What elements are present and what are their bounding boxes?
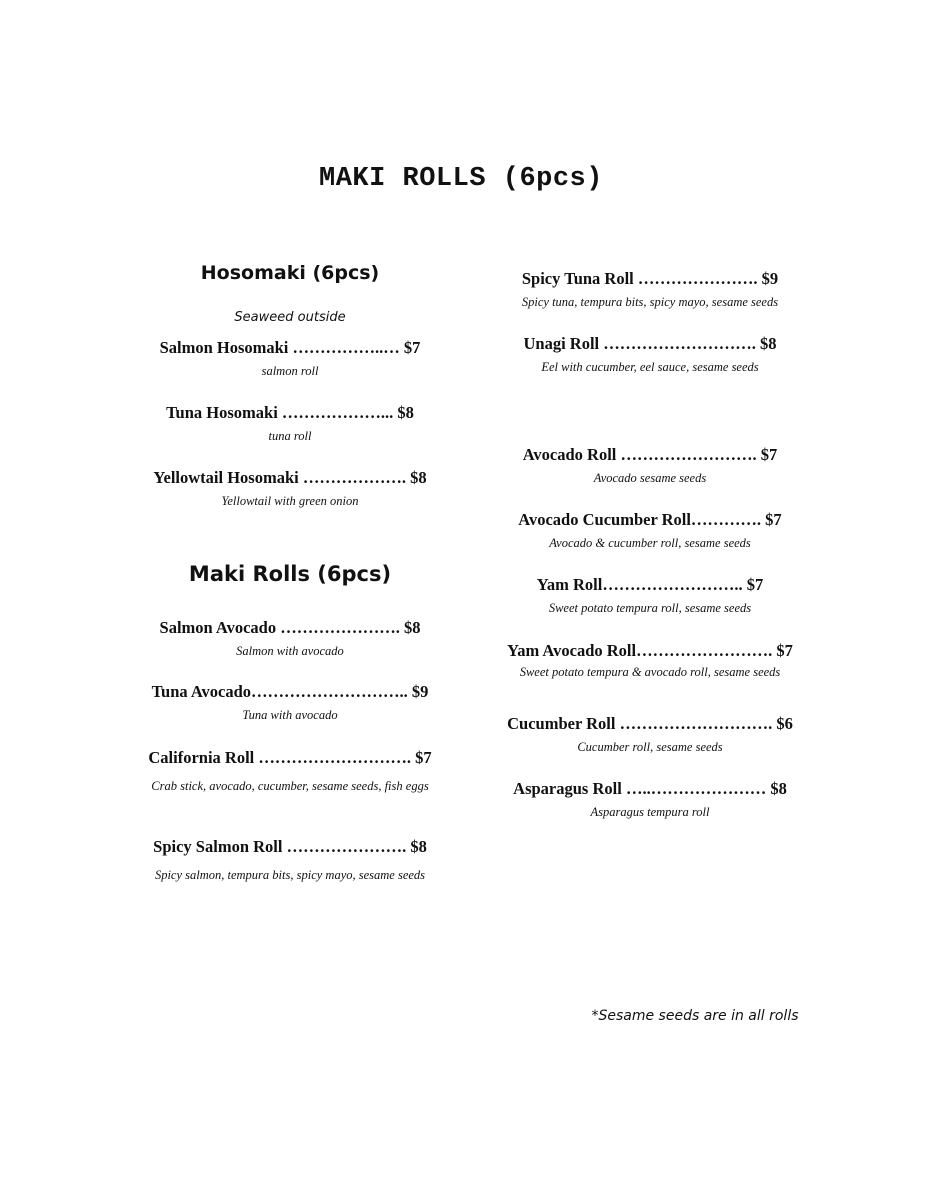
menu-item-asparagus-roll xyxy=(490,779,810,819)
menu-item-spicy-salmon-roll xyxy=(130,837,450,882)
item-desc: Eel with cucumber, eel sauce, sesame seeds xyxy=(541,360,759,374)
menu-item-california-roll xyxy=(130,748,450,793)
item-desc: Cucumber roll, sesame seeds xyxy=(577,740,723,754)
item-desc: Spicy tuna, tempura bits, spicy mayo, sesame seeds xyxy=(521,295,779,309)
menu-item-salmon-hosomaki xyxy=(130,338,450,378)
item-desc: Avocado & cucumber roll, sesame seeds xyxy=(549,536,751,550)
hosomaki-heading: Hosomaki (6pcs) xyxy=(200,262,380,284)
item-line: Salmon Avocado …………………. $8 xyxy=(159,618,421,637)
item-desc: Spicy salmon, tempura bits, spicy mayo, sesame seeds xyxy=(154,868,426,882)
item-line: Avocado Cucumber Roll…………. $7 xyxy=(518,510,782,529)
menu-item-tuna-hosomaki xyxy=(130,403,450,443)
item-desc: Sweet potato tempura roll, sesame seeds xyxy=(548,601,752,615)
item-desc: Tuna with avocado xyxy=(242,708,338,722)
menu-item-avocado-cucumber-roll xyxy=(490,510,810,550)
menu-item-yellowtail-hosomaki xyxy=(130,468,450,508)
item-line: Yam Roll…………………….. $7 xyxy=(536,575,764,594)
item-line: California Roll ………………………. $7 xyxy=(148,748,432,767)
item-line: Cucumber Roll ………………………. $6 xyxy=(507,714,793,733)
item-line: Salmon Hosomaki ……………..… $7 xyxy=(159,338,421,357)
menu-item-salmon-avocado xyxy=(130,618,450,658)
item-desc: Yellowtail with green onion xyxy=(221,494,359,508)
item-line: Spicy Salmon Roll …………………. $8 xyxy=(153,837,427,856)
menu-item-yam-roll xyxy=(490,575,810,615)
item-line: Tuna Avocado……………………….. $9 xyxy=(151,682,429,701)
item-desc: Crab stick, avocado, cucumber, sesame seeds, fish eggs xyxy=(151,779,429,793)
item-desc: Avocado sesame seeds xyxy=(593,471,707,485)
menu-item-unagi-roll xyxy=(490,334,810,374)
item-desc: salmon roll xyxy=(261,364,319,378)
item-desc: tuna roll xyxy=(268,429,312,443)
maki-heading: Maki Rolls (6pcs) xyxy=(188,562,392,586)
page-title: MAKI ROLLS (6pcs) xyxy=(319,164,603,194)
item-line: Spicy Tuna Roll …………………. $9 xyxy=(521,269,779,288)
item-line: Avocado Roll ……………………. $7 xyxy=(522,445,778,464)
item-line: Asparagus Roll …..………………… $8 xyxy=(513,779,787,798)
menu-item-tuna-avocado xyxy=(130,682,450,722)
footnote: *Sesame seeds are in all rolls xyxy=(591,1008,799,1024)
item-line: Yellowtail Hosomaki ………………. $8 xyxy=(153,468,427,487)
item-desc: Sweet potato tempura & avocado roll, sesame seeds xyxy=(519,665,781,679)
menu-item-avocado-roll xyxy=(490,445,810,485)
item-line: Yam Avocado Roll……………………. $7 xyxy=(507,641,793,660)
menu-item-yam-avocado-roll xyxy=(490,641,810,677)
menu-item-cucumber-roll xyxy=(490,714,810,754)
item-desc: Salmon with avocado xyxy=(236,644,344,658)
hosomaki-note: Seaweed outside xyxy=(234,310,346,325)
item-desc: Asparagus tempura roll xyxy=(590,805,710,819)
item-line: Unagi Roll ………………………. $8 xyxy=(523,334,777,353)
item-line: Tuna Hosomaki ………………... $8 xyxy=(166,403,414,422)
menu-item-spicy-tuna-roll xyxy=(490,269,810,309)
